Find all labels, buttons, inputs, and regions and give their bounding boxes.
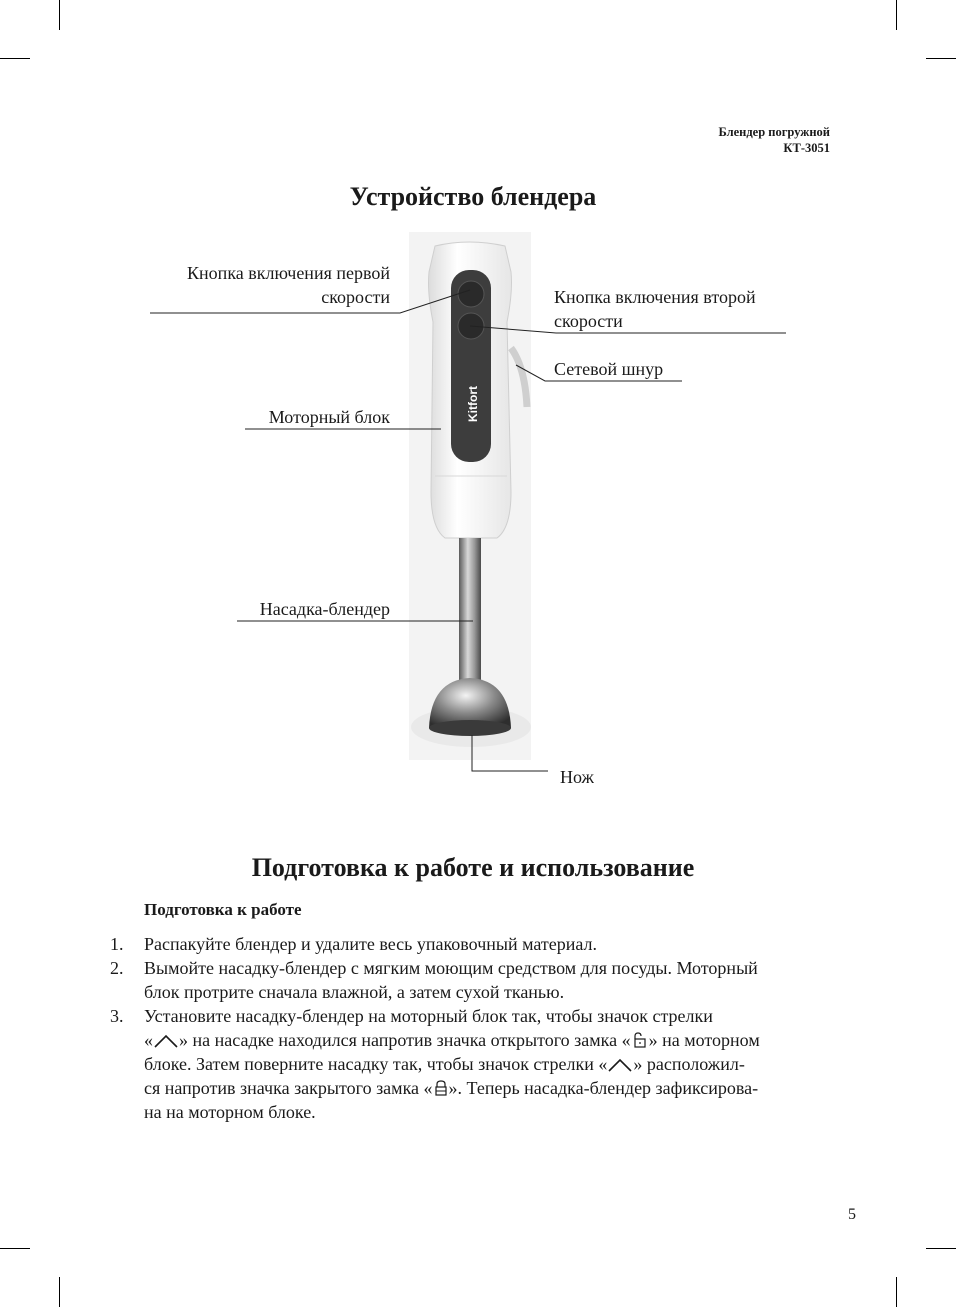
- label-speed-two-line1: Кнопка включения второй: [554, 287, 756, 307]
- steps-list: [110, 932, 830, 1124]
- step-text-line: на на моторном блоке.: [144, 1102, 316, 1122]
- step-text: . Теперь насадка-блендер зафиксирова-: [457, 1078, 759, 1098]
- step-text: на моторном: [657, 1030, 760, 1050]
- label-power-cord: Сетевой шнур: [554, 359, 664, 379]
- step-text-line: блок протрите сначала влажной, а затем сухой тканью.: [144, 982, 565, 1002]
- step-text-line: Вымойте насадку-блендер с мягким моющим средством для посуды. Моторный: [144, 958, 758, 978]
- list-item: [110, 1004, 830, 1124]
- arrow-up-icon: [607, 1057, 633, 1073]
- product-type: Блендер погружной: [718, 125, 830, 139]
- product-model: КТ-3051: [783, 141, 830, 155]
- label-knife: Нож: [560, 767, 594, 787]
- label-speed-two: [554, 285, 756, 333]
- list-number: 1.: [110, 934, 124, 954]
- step-text-line: Установите насадку-блендер на моторный блок так, чтобы значок стрелки: [144, 1006, 713, 1026]
- step-text: расположил-: [642, 1054, 745, 1074]
- quote-close: »: [633, 1054, 643, 1074]
- label-speed-one-line2: скорости: [321, 287, 390, 307]
- label-speed-two-line2: скорости: [554, 311, 623, 331]
- step-text: на насадке находился напротив значка открытого замка: [188, 1030, 622, 1050]
- step-text-line: [144, 1076, 830, 1100]
- section-title-device: Устройство блендера: [349, 182, 597, 211]
- list-item: [110, 956, 830, 1004]
- label-blender-attachment: Насадка-блендер: [259, 599, 390, 619]
- quote-close: »: [448, 1078, 458, 1098]
- quote-open: «: [423, 1078, 433, 1098]
- list-item: [110, 932, 830, 956]
- section-title-preparation: Подготовка к работе и использование: [251, 853, 695, 882]
- step-text-line: [144, 1028, 830, 1052]
- step-text: ся напротив значка закрытого замка: [144, 1078, 424, 1098]
- list-number: 3.: [110, 1006, 124, 1026]
- quote-open: «: [598, 1054, 608, 1074]
- step-text: блоке. Затем поверните насадку так, чтобы значок стрелки: [144, 1054, 599, 1074]
- label-speed-one-line1: Кнопка включения первой: [187, 263, 390, 283]
- quote-open: «: [621, 1030, 631, 1050]
- brand-logo: Kitfort: [466, 386, 480, 422]
- subheading-preparation: Подготовка к работе: [144, 900, 302, 919]
- quote-open: «: [144, 1030, 153, 1050]
- closed-lock-icon: [433, 1079, 449, 1097]
- arrow-up-icon: [153, 1033, 179, 1049]
- label-motor-unit: Моторный блок: [268, 407, 390, 427]
- quote-close: »: [179, 1030, 188, 1050]
- page-number: 5: [848, 1206, 856, 1223]
- open-lock-icon: [631, 1031, 649, 1049]
- list-number: 2.: [110, 958, 124, 978]
- step-text-line: [144, 1052, 830, 1076]
- step-text: Распакуйте блендер и удалите весь упаковочный материал.: [144, 934, 598, 954]
- quote-close: »: [648, 1030, 658, 1050]
